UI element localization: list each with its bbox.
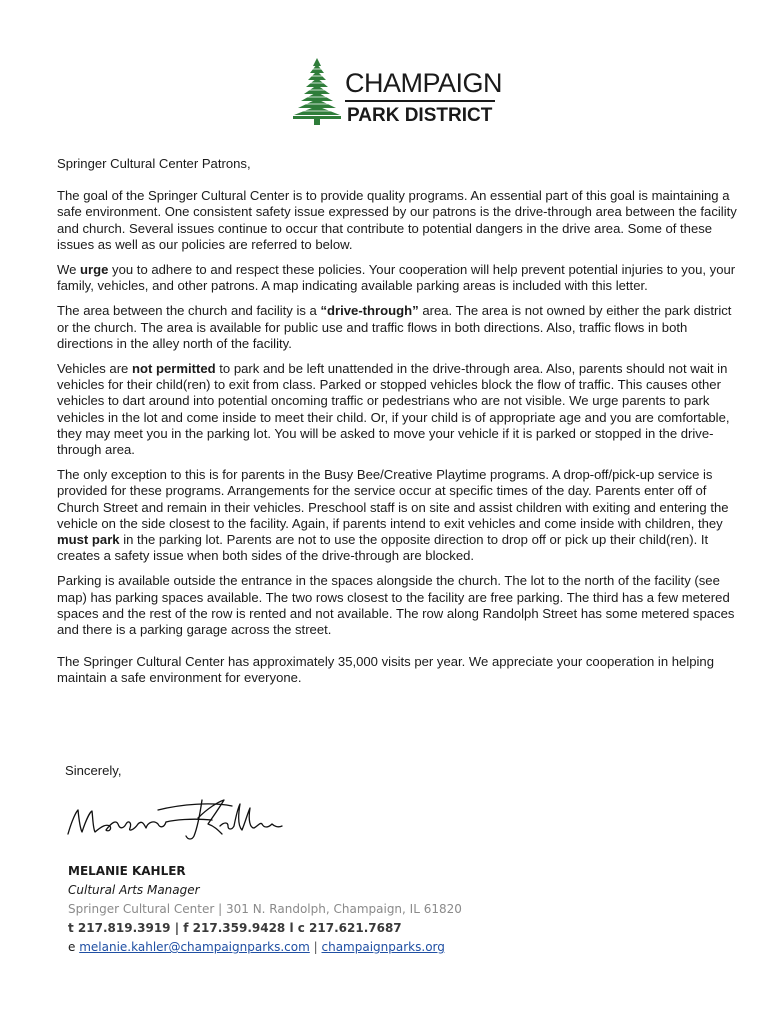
paragraph-parking: Parking is available outside the entrance in the spaces alongside the church. The lot to the north of the facility (see map) has parking spaces available. The two rows closest to the facility are free parking. The third has a few metered spaces and the rest of the row is rented and not available. The row along Randolph Street has some metered spaces and there is a parking garage across the street. <box>57 573 735 638</box>
logo-divider <box>345 100 495 102</box>
paragraph-drive-through: The area between the church and facility is a “drive-through” area. The area is not owned by either the park district or the church. The area is available for public use and traffic flows in both directions. Also, traffic flows in both directions in the alley north of the facility. <box>57 303 732 351</box>
logo-title: CHAMPAIGN <box>345 68 503 98</box>
salutation: Springer Cultural Center Patrons, <box>57 156 251 171</box>
handwritten-signature <box>62 790 312 845</box>
paragraph-urge: We urge you to adhere to and respect these policies. Your cooperation will help prevent potential injuries to you, your family, vehicles, and other patrons. A map indicating available parking areas is included with this letter. <box>57 262 736 294</box>
email-label: e <box>68 940 76 954</box>
paragraph-exception: The only exception to this is for parents in the Busy Bee/Creative Playtime programs. A drop-off/pick-up service is provided for these programs. Arrangements for the service occur at specific times of the day. Parents enter off of Church Street and remain in their vehicles. Preschool staff is on site and assist children with exiting and entering the vehicle on the side closest to the facility. Again, if parents intend to exit vehicles and come inside with children, they must park in the parking lot. Parents are not to use the opposite direction to drop off or pick up their child(ren). It creates a safety issue when both sides of the drive-through are blocked. <box>57 467 729 564</box>
pine-tree-icon <box>293 58 341 126</box>
paragraph-not-permitted: Vehicles are not permitted to park and be left unattended in the drive-through area. Also, parents should not wait in vehicles for their child(ren) to exit from class. Parked or stopped vehicles block the flow of traffic. This causes other vehicles to dart around into potential oncoming traffic or pedestrians who are not visible. We urge parents to park vehicles in the lot and come inside to meet their child. Or, if your child is of appropriate age and you are comfortable, they may meet you in the parking lot. You will be asked to move your vehicle if it is parked or stopped in the drive-through area. <box>57 361 730 458</box>
paragraph-visits: The Springer Cultural Center has approximately 35,000 visits per year. We appreciate your cooperation in helping maintain a safe environment for everyone. <box>57 654 714 686</box>
signer-phones: t 217.819.3919 | f 217.359.9428 l c 217.621.7687 <box>68 921 402 935</box>
link-separator: | <box>313 940 318 954</box>
logo-subtitle: PARK DISTRICT <box>347 105 493 126</box>
signer-name: MELANIE KAHLER <box>68 864 186 878</box>
letter-body <box>57 156 737 696</box>
signer-title: Cultural Arts Manager <box>68 883 200 897</box>
website-link[interactable]: champaignparks.org <box>321 940 445 954</box>
contact-links <box>68 938 462 957</box>
signer-address: Springer Cultural Center | 301 N. Randolph, Champaign, IL 61820 <box>68 902 462 916</box>
paragraph-goal: The goal of the Springer Cultural Center is to provide quality programs. An essential part of this goal is maintaining a safe environment. One consistent safety issue expressed by our patrons is the drive-through area between the facility and church. Several issues continue to occur that contribute to potential dangers in the drive area. Some of these issues as well as our policies are referred to below. <box>57 188 737 252</box>
closing: Sincerely, <box>65 763 122 778</box>
signature-block <box>68 862 462 957</box>
email-link[interactable]: melanie.kahler@champaignparks.com <box>79 940 310 954</box>
champaign-park-district-logo <box>293 58 503 128</box>
